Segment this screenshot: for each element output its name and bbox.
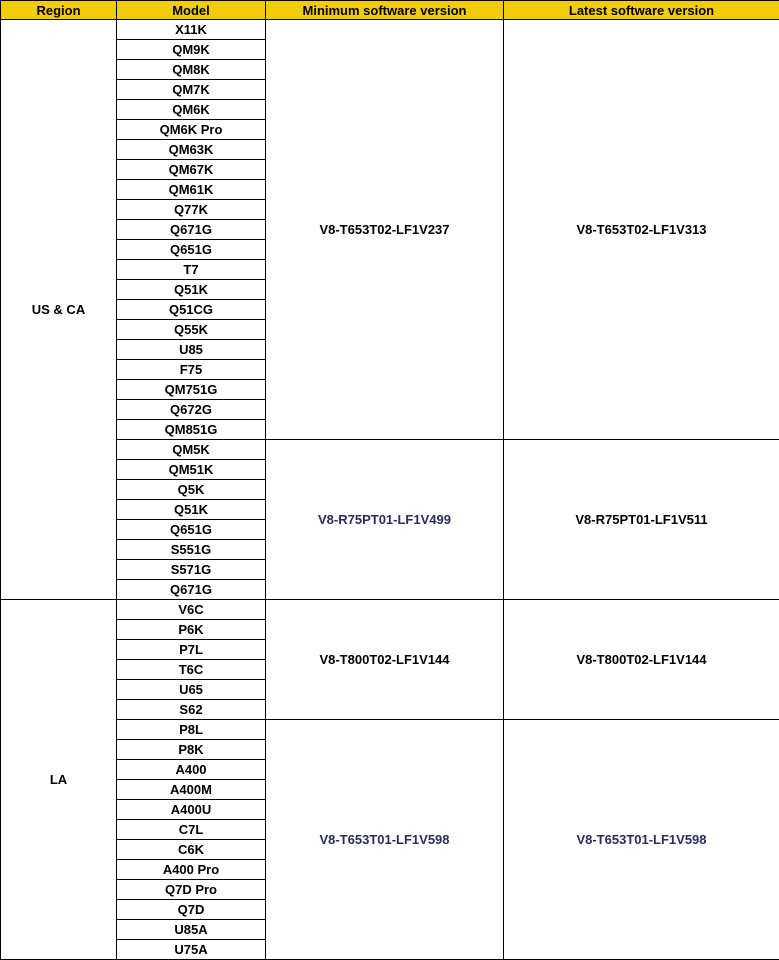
model-cell: S571G: [117, 560, 266, 580]
model-cell: U85: [117, 340, 266, 360]
region-header: Region: [1, 1, 117, 20]
model-cell: QM751G: [117, 380, 266, 400]
model-cell: T6C: [117, 660, 266, 680]
model-cell: QM6K Pro: [117, 120, 266, 140]
model-cell: Q671G: [117, 580, 266, 600]
table-body: [1, 20, 779, 960]
latest-version-cell: V8-R75PT01-LF1V511: [504, 440, 779, 600]
model-cell: P8K: [117, 740, 266, 760]
model-cell: P8L: [117, 720, 266, 740]
latest-version-header: Latest software version: [504, 1, 779, 20]
model-cell: X11K: [117, 20, 266, 40]
table-row: [1, 600, 779, 620]
latest-version-cell: V8-T800T02-LF1V144: [504, 600, 779, 720]
model-cell: V6C: [117, 600, 266, 620]
model-cell: S62: [117, 700, 266, 720]
model-cell: U65: [117, 680, 266, 700]
model-cell: Q5K: [117, 480, 266, 500]
model-cell: QM8K: [117, 60, 266, 80]
region-cell: LA: [1, 600, 117, 960]
model-header: Model: [117, 1, 266, 20]
region-cell: US & CA: [1, 20, 117, 600]
model-cell: A400 Pro: [117, 860, 266, 880]
model-cell: QM51K: [117, 460, 266, 480]
latest-version-cell: V8-T653T02-LF1V313: [504, 20, 779, 440]
table-row: [1, 440, 779, 460]
table-row: [1, 20, 779, 40]
header-row: [1, 1, 779, 20]
model-cell: Q77K: [117, 200, 266, 220]
model-cell: Q651G: [117, 520, 266, 540]
min-version-cell: V8-T800T02-LF1V144: [266, 600, 504, 720]
model-cell: U85A: [117, 920, 266, 940]
model-cell: Q672G: [117, 400, 266, 420]
model-cell: U75A: [117, 940, 266, 960]
min-version-cell: V8-R75PT01-LF1V499: [266, 440, 504, 600]
model-cell: QM9K: [117, 40, 266, 60]
model-cell: C7L: [117, 820, 266, 840]
model-cell: QM67K: [117, 160, 266, 180]
model-cell: Q51CG: [117, 300, 266, 320]
model-cell: T7: [117, 260, 266, 280]
model-cell: Q55K: [117, 320, 266, 340]
model-cell: S551G: [117, 540, 266, 560]
model-cell: Q51K: [117, 500, 266, 520]
model-cell: QM6K: [117, 100, 266, 120]
model-cell: Q671G: [117, 220, 266, 240]
model-cell: Q7D Pro: [117, 880, 266, 900]
table-row: [1, 720, 779, 740]
model-cell: P6K: [117, 620, 266, 640]
model-cell: A400U: [117, 800, 266, 820]
min-version-cell: V8-T653T01-LF1V598: [266, 720, 504, 960]
model-cell: QM5K: [117, 440, 266, 460]
model-cell: F75: [117, 360, 266, 380]
min-version-cell: V8-T653T02-LF1V237: [266, 20, 504, 440]
model-cell: QM63K: [117, 140, 266, 160]
model-cell: Q51K: [117, 280, 266, 300]
model-cell: Q651G: [117, 240, 266, 260]
model-cell: A400: [117, 760, 266, 780]
latest-version-cell: V8-T653T01-LF1V598: [504, 720, 779, 960]
model-cell: QM851G: [117, 420, 266, 440]
model-cell: Q7D: [117, 900, 266, 920]
model-cell: P7L: [117, 640, 266, 660]
model-cell: C6K: [117, 840, 266, 860]
model-cell: QM7K: [117, 80, 266, 100]
model-cell: A400M: [117, 780, 266, 800]
min-version-header: Minimum software version: [266, 1, 504, 20]
model-cell: QM61K: [117, 180, 266, 200]
